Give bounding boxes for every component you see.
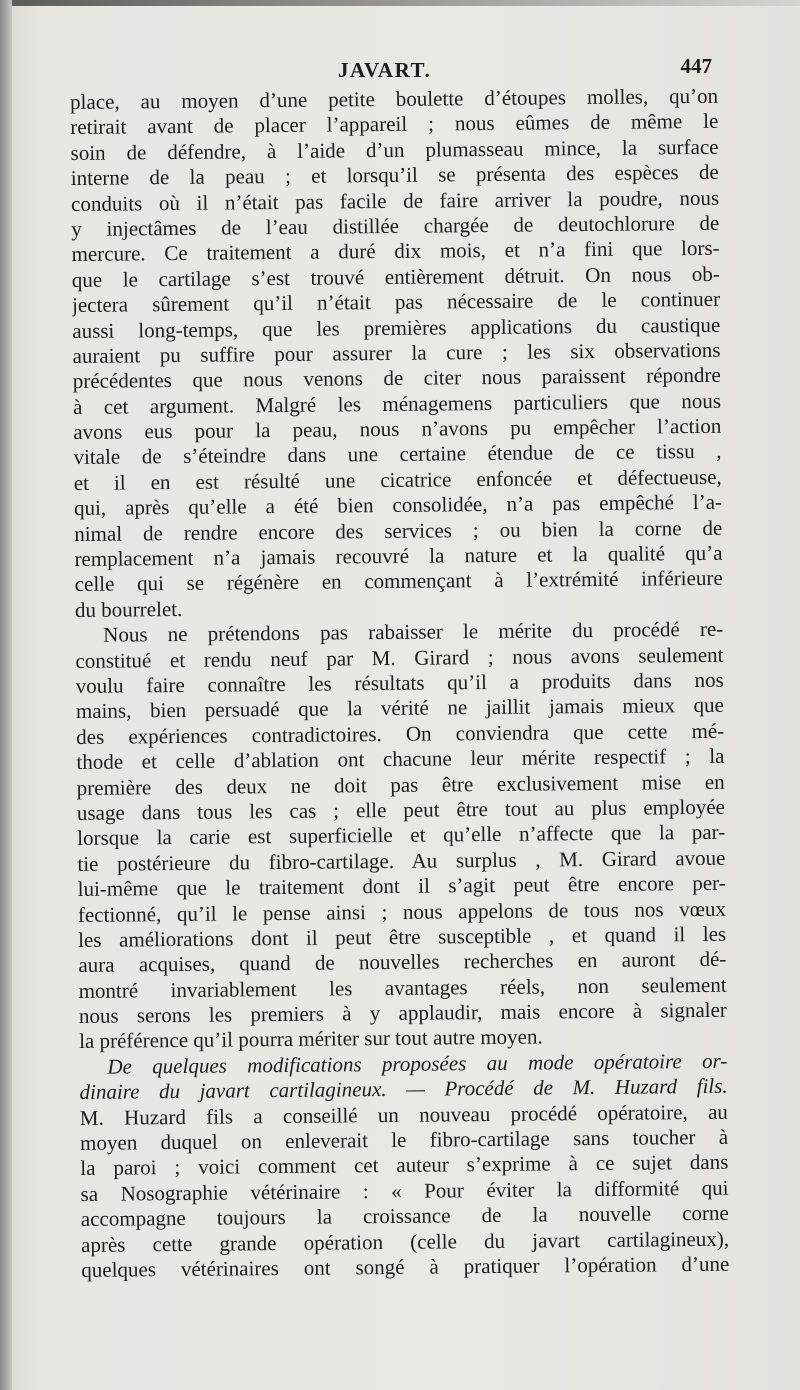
- text-line: lorsque la carie est superficielle et qu’elle n’affecte que la par-: [77, 820, 726, 851]
- text-line: constitué et rendu neuf par M. Girard ; nous avons seulement: [75, 642, 724, 673]
- text-line: thode et celle d’ablation ont chacune leur mérite respectif ; la: [76, 743, 725, 775]
- text-line: M. Huzard fils a conseillé un nouveau procédé opératoire, au: [79, 1099, 728, 1130]
- running-title: JAVART.: [338, 58, 432, 82]
- text-line: à cet argument. Malgré les ménagemens particuliers que nous: [72, 388, 722, 419]
- spine-shadow: [0, 0, 12, 1390]
- text-line: première des deux ne doit pas être exclusivement mise en: [76, 769, 725, 800]
- text-line: du bourrelet.: [74, 596, 183, 622]
- text-line: mercure. Ce traitement a duré dix mois, et n’a fini que lors-: [71, 236, 720, 267]
- text-line: nimal de rendre encore des services ; ou bien la corne de: [74, 515, 723, 546]
- text-line: quelques vétérinaires ont songé à pratiquer l’opération d’une: [81, 1251, 730, 1282]
- text-line: voulu faire connaître les résultats qu’il a produits dans nos: [75, 667, 724, 698]
- text-line: qui, après qu’elle a été bien consolidée, n’a pas empêché l’a-: [73, 490, 723, 521]
- text-line: des expériences contradictoires. On conviendra que cette mé-: [76, 718, 725, 749]
- text-line: celle qui se régénère en commençant à l’extrémité inférieure: [74, 566, 723, 597]
- text-line: sa Nosographie vétérinaire : « Pour éviter la difformité qui: [80, 1175, 729, 1206]
- text-line: précédentes que nous venons de citer nous paraissent répondre: [72, 363, 721, 394]
- text-line: nous serons les premiers à y applaudir, mais encore à signaler: [78, 997, 727, 1029]
- text-line: moyen duquel on enleverait le fibro-cartilage sans toucher à: [79, 1124, 729, 1155]
- text-line: vitale de s’éteindre dans une certaine étendue de ce tissu ,: [73, 439, 722, 470]
- page-number: 447: [680, 54, 712, 78]
- text-line: et il en est résulté une cicatrice enfoncée et défectueuse,: [73, 464, 722, 495]
- text-line: soin de défendre, à l’aide d’un plumasseau mince, la surface: [70, 134, 719, 165]
- text-line: mains, bien persuadé que la vérité ne jaillit jamais mieux que: [75, 693, 725, 724]
- text-line: auraient pu suffire pour assurer la cure ; les six observations: [72, 337, 721, 368]
- text-line: avons eus pour la peau, nous n’avons pu empêcher l’action: [73, 413, 722, 445]
- text-line: remplacement n’a jamais recouvré la nature et la qualité qu’a: [74, 540, 723, 572]
- page-top-edge: [0, 0, 800, 6]
- text-line: tie postérieure du fibro-cartilage. Au surplus , M. Girard avoue: [77, 845, 726, 876]
- text-line: jectera sûrement qu’il n’était pas nécessaire de le continuer: [71, 286, 721, 318]
- text-line: place, au moyen d’une petite boulette d’étoupes molles, qu’on: [70, 83, 719, 114]
- text-line: montré invariablement les avantages réels, non seulement: [78, 972, 727, 1003]
- text-line: accompagne toujours la croissance de la nouvelle corne: [80, 1200, 729, 1232]
- text-line: fectionné, qu’il le pense ainsi ; nous appelons de tous nos vœux: [77, 896, 726, 927]
- body-text: [70, 84, 729, 1284]
- text-line: que le cartilage s’est trouvé entièrement détruit. On nous ob-: [71, 261, 720, 292]
- running-head: [80, 54, 720, 88]
- text-line: après cette grande opération (celle du javart cartilagineux),: [80, 1226, 730, 1257]
- text-line: dinaire du javart cartilagineux. — Procédé de M. Huzard fils.: [79, 1073, 728, 1105]
- text-line: lui-même que le traitement dont il s’agit peut être encore per-: [77, 870, 726, 902]
- text-line: Nous ne prétendons pas rabaisser le mérite du procédé re-: [103, 616, 724, 647]
- text-line: interne de la peau ; et lorsqu’il se présenta des espèces de: [70, 159, 719, 191]
- text-line: y injectâmes de l’eau distillée chargée de deutochlorure de: [71, 210, 720, 241]
- text-line: retirait avant de placer l’appareil ; nous eûmes de même le: [70, 109, 719, 140]
- text-line: aura acquises, quand de nouvelles recherches en auront dé-: [78, 947, 727, 978]
- text-line: la préférence qu’il pourra mériter sur tout autre moyen.: [79, 1024, 543, 1054]
- text-line: usage dans tous les cas ; elle peut être tout au plus employée: [76, 794, 726, 825]
- text-line: les améliorations dont il peut être susceptible , et quand il les: [78, 921, 727, 952]
- text-line: aussi long-temps, que les premières applications du caustique: [72, 312, 721, 343]
- text-line: la paroi ; voici comment cet auteur s’exprime à ce sujet dans: [80, 1150, 729, 1181]
- text-line: conduits où il n’était pas facile de faire arriver la poudre, nous: [70, 185, 720, 216]
- text-line: De quelques modifications proposées au mode opératoire or-: [107, 1048, 728, 1079]
